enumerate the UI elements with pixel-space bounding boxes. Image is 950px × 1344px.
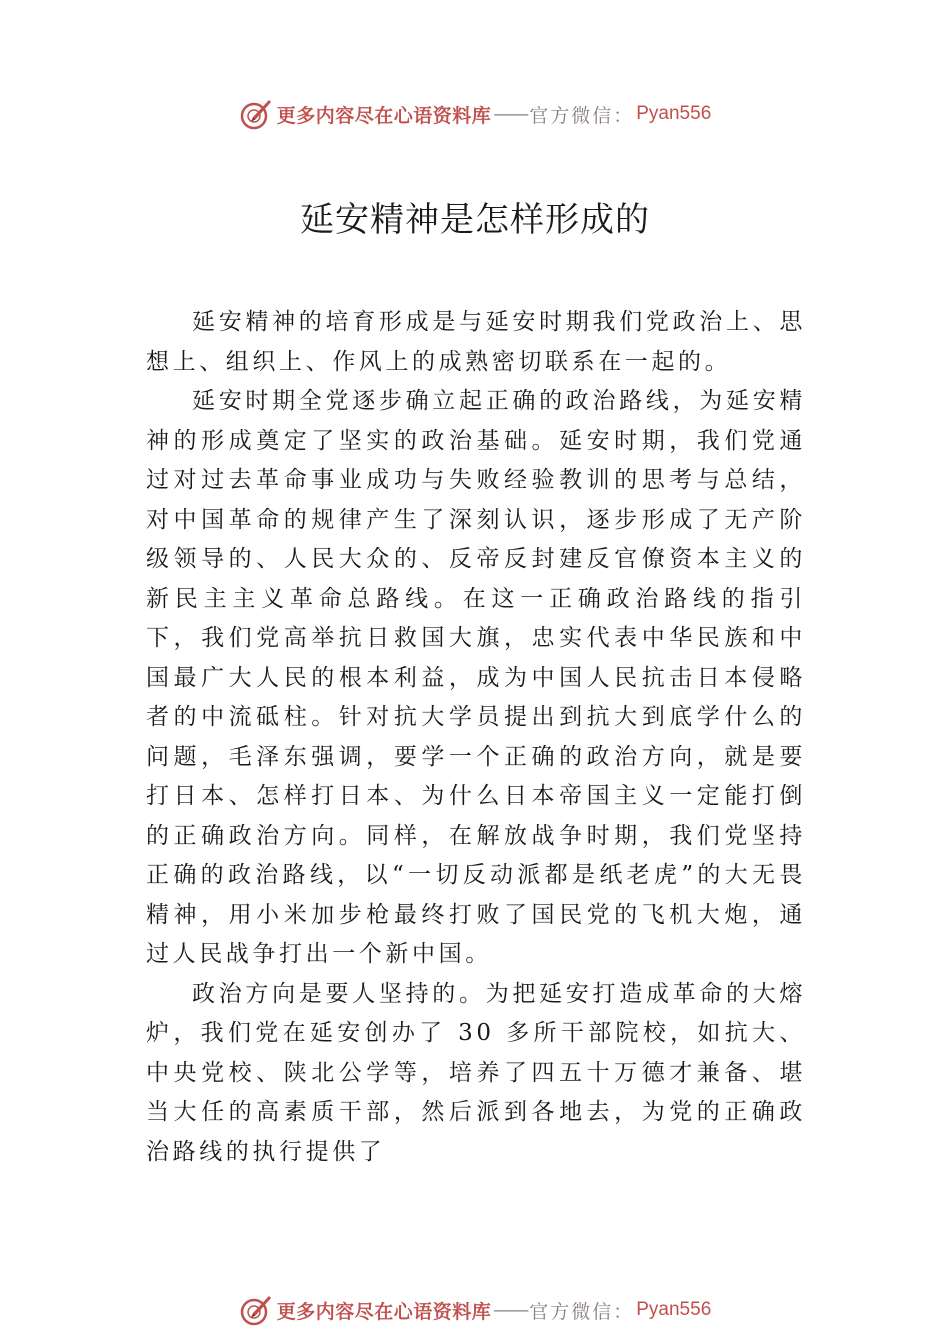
quill-logo-icon — [239, 1293, 273, 1327]
watermark-wechat-id: Pyan556 — [636, 103, 712, 124]
watermark-site-text: 更多内容尽在心语资料库 — [276, 104, 492, 127]
document-body — [146, 303, 806, 1172]
header-watermark — [0, 94, 950, 134]
watermark-dash: —— — [493, 103, 528, 125]
watermark-site-text: 更多内容尽在心语资料库 — [276, 1300, 492, 1323]
footer-watermark — [0, 1290, 950, 1330]
watermark-wechat-id: Pyan556 — [636, 1299, 712, 1320]
document-title: 延安精神是怎样形成的 — [300, 200, 650, 240]
paragraph: 延安精神的培育形成是与延安时期我们党政治上、思想上、组织上、作风上的成熟密切联系在一起的。 — [146, 309, 806, 375]
watermark-wechat-label: 官方微信： — [529, 1300, 635, 1323]
paragraph: 政治方向是要人坚持的。为把延安打造成革命的大熔炉，我们党在延安创办了 30 多所干部院校，如抗大、中央党校、陕北公学等，培养了四五十万德才兼备、堪当大任的高素质干部，然后派到各地去，为党的正确政治路线的执行提供了 — [146, 980, 806, 1165]
paragraph: 延安时期全党逐步确立起正确的政治路线，为延安精神的形成奠定了坚实的政治基础。延安时期，我们党通过对过去革命事业成功与失败经验教训的思考与总结，对中国革命的规律产生了深刻认识，逐步形成了无产阶级领导的、人民大众的、反帝反封建反官僚资本主义的新民主主义革命总路线。在这一正确政治路线的指引下，我们党高举抗日救国大旗，忠实代表中华民族和中国最广大人民的根本利益，成为中国人民抗击日本侵略者的中流砥柱。针对抗大学员提出到抗大到底学什么的问题，毛泽东强调，要学一个正确的政治方向，就是要打日本、怎样打日本、为什么日本帝国主义一定能打倒的正确政治方向。同样，在解放战争时期，我们党坚持正确的政治路线，以“一切反动派都是纸老虎”的大无畏精神，用小米加步枪最终打败了国民党的飞机大炮，通过人民战争打出一个新中国。 — [146, 388, 806, 967]
quill-logo-icon — [239, 97, 273, 131]
watermark-dash: —— — [493, 1299, 528, 1321]
watermark-wechat-label: 官方微信： — [529, 104, 635, 127]
